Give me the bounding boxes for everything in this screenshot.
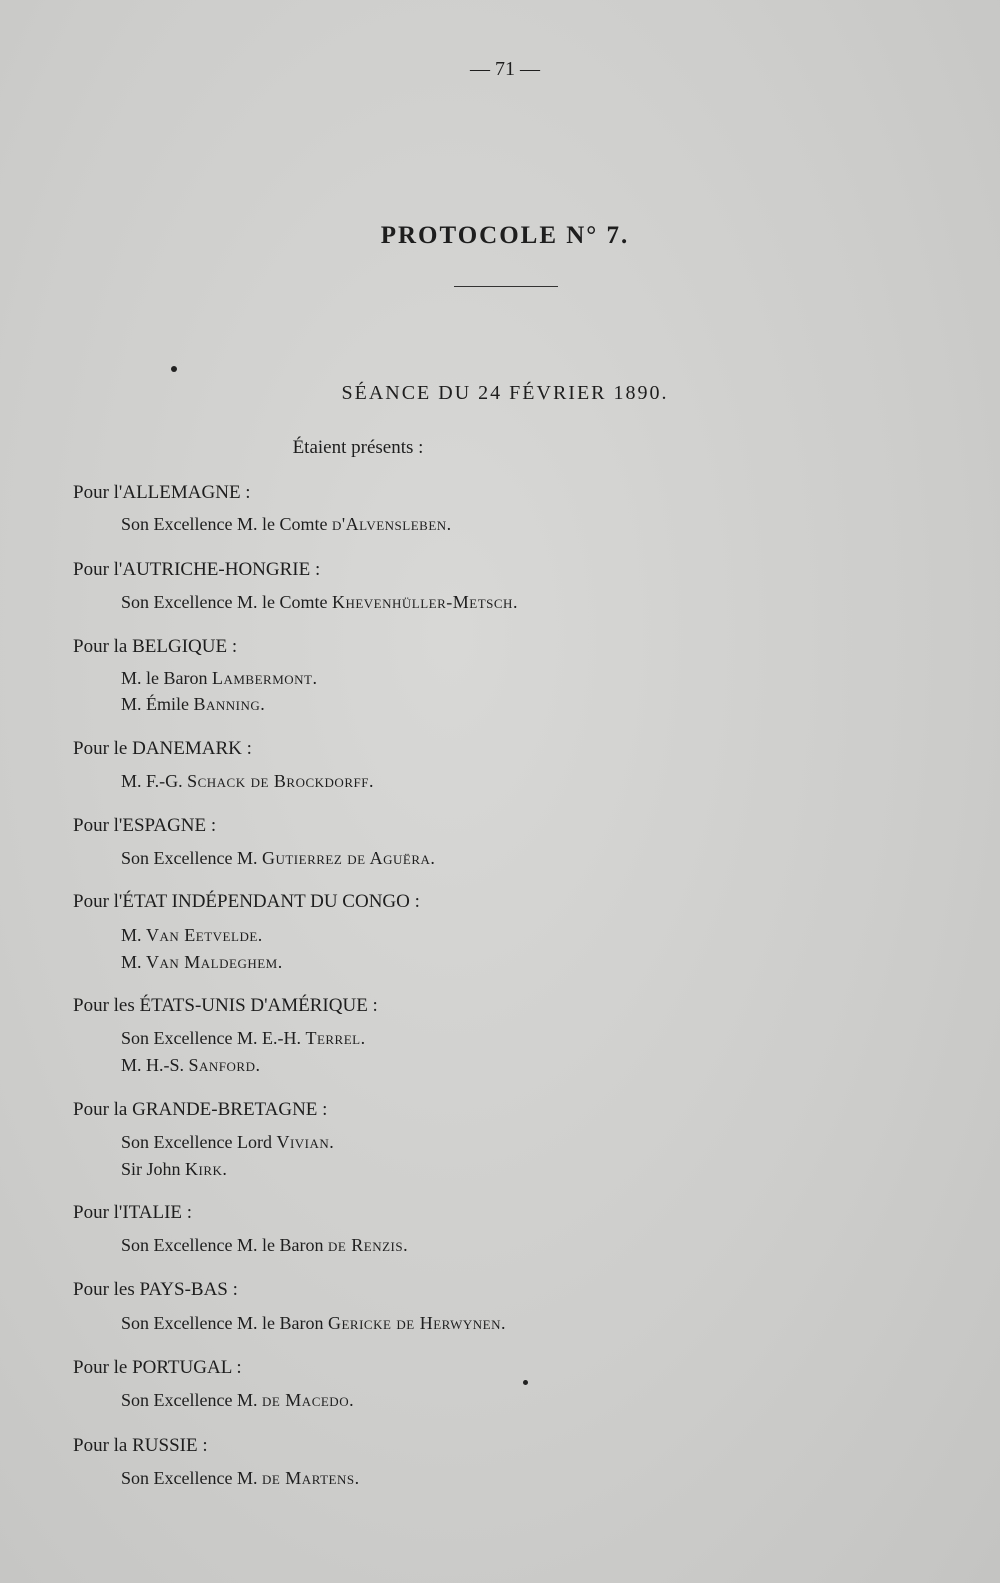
delegate-prefix: M. F.-G. bbox=[121, 771, 188, 791]
delegate-name: Van Eetvelde bbox=[146, 925, 258, 945]
delegate-name: de Martens bbox=[261, 1468, 355, 1488]
delegate-line bbox=[121, 592, 517, 613]
delegate-name: Vivian bbox=[276, 1132, 330, 1152]
delegate-line bbox=[121, 1390, 354, 1411]
delegate-name: Khevenhüller-Metsch bbox=[331, 592, 513, 612]
delegate-name: Lambermont bbox=[211, 668, 313, 688]
delegate-suffix: . bbox=[512, 592, 518, 612]
delegate-line bbox=[121, 1235, 408, 1256]
delegate-suffix: . bbox=[329, 1132, 334, 1152]
delegate-prefix: M. bbox=[121, 952, 147, 972]
delegate-prefix: Son Excellence M. le Comte bbox=[121, 514, 332, 534]
delegation-country: Pour l'ITALIE : bbox=[73, 1202, 193, 1223]
delegate-line bbox=[121, 848, 435, 869]
delegate-name: Terrel bbox=[305, 1028, 361, 1048]
delegation-country: Pour l'AUTRICHE-HONGRIE : bbox=[73, 559, 321, 580]
delegate-line bbox=[121, 925, 262, 946]
delegation-country: Pour les PAYS-BAS : bbox=[73, 1279, 238, 1300]
title-divider bbox=[454, 286, 558, 287]
delegate-suffix: . bbox=[368, 771, 374, 791]
delegate-name: Gutierrez de Aguëra bbox=[261, 848, 431, 868]
delegate-line bbox=[121, 514, 451, 535]
delegate-line bbox=[121, 1132, 334, 1153]
delegate-prefix: Son Excellence M. le Comte bbox=[121, 592, 332, 612]
delegate-suffix: . bbox=[403, 1235, 408, 1255]
delegate-suffix: . bbox=[222, 1159, 227, 1179]
delegation-country: Pour l'ALLEMAGNE : bbox=[73, 482, 251, 503]
delegate-suffix: . bbox=[501, 1313, 506, 1333]
delegate-prefix: M. le Baron bbox=[121, 668, 212, 688]
delegate-name: Van Maldeghem bbox=[146, 952, 278, 972]
delegate-line bbox=[121, 771, 373, 792]
delegate-name: Gericke de Herwynen bbox=[327, 1313, 501, 1333]
delegate-suffix: . bbox=[446, 514, 452, 534]
delegate-prefix: Son Excellence Lord bbox=[121, 1132, 277, 1152]
delegate-line bbox=[121, 1159, 227, 1180]
delegate-name: de Renzis bbox=[327, 1235, 404, 1255]
delegate-suffix: . bbox=[260, 694, 265, 714]
delegation-country: Pour l'ESPAGNE : bbox=[73, 815, 217, 836]
delegate-line bbox=[121, 1055, 260, 1076]
delegate-prefix: Sir John bbox=[121, 1159, 186, 1179]
delegation-country: Pour la RUSSIE : bbox=[73, 1435, 208, 1456]
protocol-title: PROTOCOLE N° 7. bbox=[380, 222, 630, 249]
delegate-suffix: . bbox=[430, 848, 435, 868]
delegate-prefix: Son Excellence M. bbox=[121, 848, 262, 868]
delegate-name: Sanford bbox=[188, 1055, 256, 1075]
delegation-country: Pour le PORTUGAL : bbox=[73, 1357, 242, 1378]
present-label: Étaient présents : bbox=[292, 437, 424, 458]
delegate-prefix: Son Excellence M. bbox=[121, 1390, 262, 1410]
delegate-suffix: . bbox=[360, 1028, 366, 1048]
delegate-suffix: . bbox=[349, 1390, 354, 1410]
delegate-name: Kirk bbox=[185, 1159, 223, 1179]
page-number: — 71 — bbox=[470, 58, 540, 80]
delegate-suffix: . bbox=[277, 952, 283, 972]
session-heading: SÉANCE DU 24 FÉVRIER 1890. bbox=[341, 382, 669, 404]
delegate-line bbox=[121, 1468, 359, 1489]
delegate-line bbox=[121, 1313, 506, 1334]
delegate-prefix: M. H.-S. bbox=[121, 1055, 189, 1075]
delegate-prefix: Son Excellence M. E.-H. bbox=[121, 1028, 306, 1048]
delegate-line bbox=[121, 668, 317, 689]
delegate-prefix: Son Excellence M. le Baron bbox=[121, 1313, 328, 1333]
delegate-suffix: . bbox=[255, 1055, 260, 1075]
delegation-country: Pour les ÉTATS-UNIS D'AMÉRIQUE : bbox=[73, 995, 378, 1016]
delegation-country: Pour la BELGIQUE : bbox=[73, 636, 238, 657]
delegate-prefix: Son Excellence M. le Baron bbox=[121, 1235, 328, 1255]
delegate-line bbox=[121, 952, 282, 973]
delegation-country: Pour la GRANDE-BRETAGNE : bbox=[73, 1099, 328, 1120]
delegate-suffix: . bbox=[257, 925, 263, 945]
delegate-name: d'Alvensleben bbox=[331, 514, 447, 534]
delegate-name: Banning bbox=[193, 694, 261, 714]
delegate-line bbox=[121, 1028, 365, 1049]
ink-speck bbox=[171, 366, 177, 372]
delegate-name: de Macedo bbox=[261, 1390, 350, 1410]
delegate-suffix: . bbox=[354, 1468, 360, 1488]
delegate-name: Schack de Brockdorff bbox=[187, 771, 369, 791]
delegate-prefix: Son Excellence M. bbox=[121, 1468, 262, 1488]
ink-speck bbox=[523, 1380, 528, 1385]
delegate-line bbox=[121, 694, 265, 715]
delegation-country: Pour l'ÉTAT INDÉPENDANT DU CONGO : bbox=[73, 891, 420, 912]
delegate-suffix: . bbox=[312, 668, 317, 688]
delegate-prefix: M. bbox=[121, 925, 147, 945]
delegation-country: Pour le DANEMARK : bbox=[73, 738, 252, 759]
delegate-prefix: M. Émile bbox=[121, 694, 194, 714]
